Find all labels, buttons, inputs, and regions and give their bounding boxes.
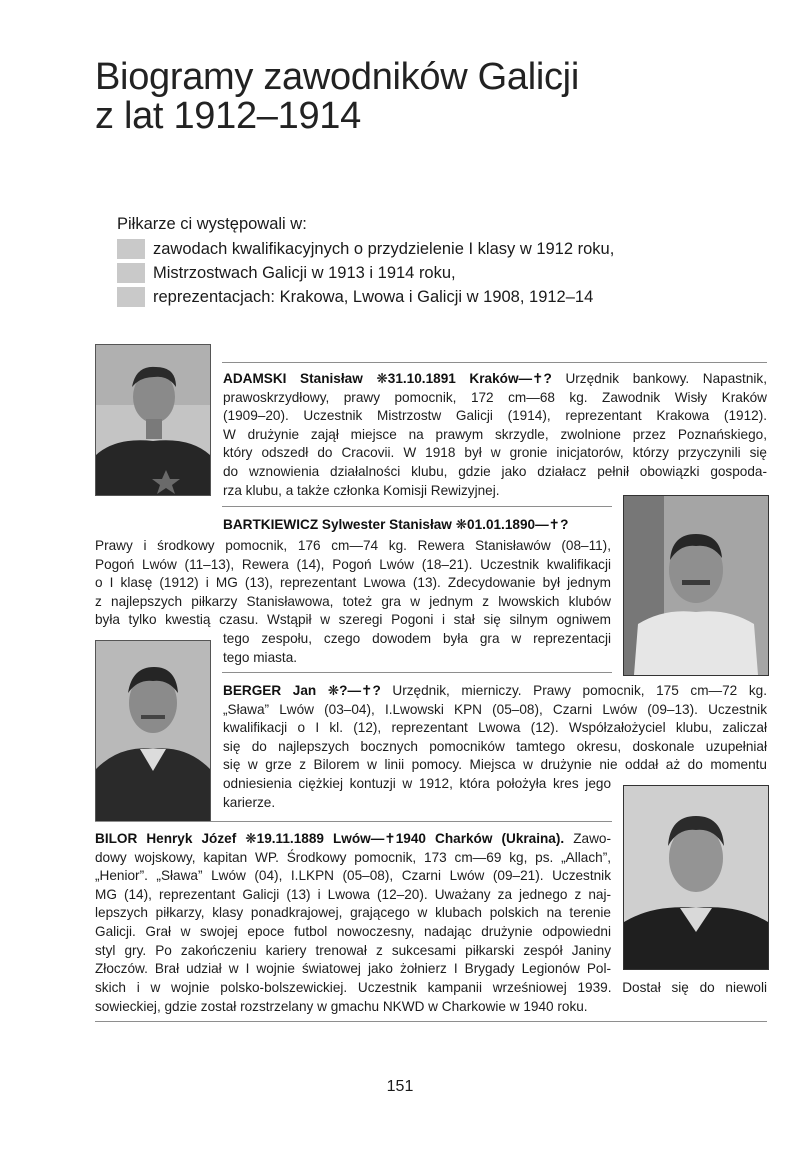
entry-divider xyxy=(222,506,612,507)
legend-swatch xyxy=(117,287,145,307)
legend-item-label: reprezentacjach: Krakowa, Lwowa i Galicji w 1908, 1912–14 xyxy=(153,288,594,306)
legend xyxy=(117,212,614,309)
entry-divider xyxy=(222,362,767,363)
biography-bilor: BILOR Henryk Józef ❋19.11.1889 Lwów—✝1940 Charków (Ukraina). Zawo- dowy wojskowy, kapitan WP. Środkowy pomocnik, 173 cm—69 kg, ps. „Allach”, „Henior”. „Sława” Lwów (04), I.LKPN (05–08), Czarni Lwów (09–21). Uczestnik MG (14), reprezentant Galicji (13) i Lwowa (12–20). Uważany za jednego z naj- lepszych piłkarzy, klasy ponadkrajowej, grającego w klubach polskich na terenie Galicji. Grał w swojej epoce futbol nowoczesny, nadając drużynie odpowiedni styl gry. Po zakończeniu kariery trenował z sukcesami piłkarski zespół Janiny Złoczów. Brał udział w I wojnie światowej jako żołnierz I Brygady Legionów Pol- xyxy=(95,831,611,977)
legend-item-label: Mistrzostwach Galicji w 1913 i 1914 roku, xyxy=(153,264,456,282)
page-title xyxy=(95,58,695,136)
legend-item xyxy=(117,237,614,261)
page-title-line-2: z lat 1912–1914 xyxy=(95,95,361,137)
player-photo-bilor xyxy=(623,785,769,970)
bio-heading-adamski: ADAMSKI Stanisław ❋31.10.1891 Kraków—✝? xyxy=(223,371,552,386)
player-photo-adamski xyxy=(95,344,211,496)
biography-bartkiewicz-end: tego zespołu, czego dowodem była gra w reprezentacji tego miasta. xyxy=(223,631,611,665)
bio-heading-berger: BERGER Jan ❋?—✝? xyxy=(223,683,381,698)
legend-swatch xyxy=(117,263,145,283)
legend-item-label: zawodach kwalifikacyjnych o przydzielenie I klasy w 1912 roku, xyxy=(153,240,615,258)
page-number: 151 xyxy=(386,1078,414,1095)
biography-bilor-end: skich i w wojnie polsko-bolszewickiej. Uczestnik kampanii wrześniowej 1939. Dostał się do niewoli sowieckiej, gdzie został rozstrzelany w gmachu NKWD w Charkowie w 1940 roku. xyxy=(95,980,767,1014)
entry-divider xyxy=(222,672,612,673)
legend-swatch xyxy=(117,239,145,259)
entry-divider xyxy=(95,1021,767,1022)
biography-berger: BERGER Jan ❋?—✝? Urzędnik, mierniczy. Prawy pomocnik, 175 cm—72 kg. „Sława” Lwów (03–04), I.Lwowski KPN (05–08), Czarni Lwów (09–13). Uczestnik kwalifikacji o I kl. (12), reprezentant Lwowa (12). Współzałożyciel klubu, zaliczał się do najlepszych bocznych pomocników tamtego okresu, doskonale uzupełniał się w grze z Bilorem w linii pomocy. Miejsca w drużynie nie oddał aż do momentu xyxy=(223,683,767,773)
biography-adamski: ADAMSKI Stanisław ❋31.10.1891 Kraków—✝? Urzędnik bankowy. Napastnik, prawoskrzydłowy, prawy pomocnik, 172 cm—68 kg. Zawodnik Wisły Kraków (1909–20). Uczestnik Mistrzostw Galicji (1914), reprezentant Krakowa (1912). W drużynie zajął miejsce na prawym skrzydle, zwolnione przez Poznańskiego, który odszedł do Cracovii. W 1918 był w gronie inicjatorów, którzy przyczynili się do wznowienia działalności klubu, gdzie jako działacz pełnił obowiązki gospoda- rza klubu, a także członka Komisji Rewizyjnej. xyxy=(223,371,767,498)
bio-heading-bartkiewicz: BARTKIEWICZ Sylwester Stanisław ❋01.01.1890—✝? xyxy=(223,517,569,532)
player-photo-bartkiewicz xyxy=(623,495,769,676)
biography-berger-end: odniesienia ciężkiej kontuzji w 1912, która położyła kres jego karierze. xyxy=(223,776,611,810)
biography-bartkiewicz: Prawy i środkowy pomocnik, 176 cm—74 kg. Rewera Stanisławów (08–11), Pogoń Lwów (11–13), Rewera (14), Pogoń Lwów (18–21). Uczestnik kwalifikacji o I klasę (1912) i MG (13), reprezentant Lwowa (13). Zdecydowanie był jednym z najlepszych piłkarzy Stanisławowa, toteż gra w jednym z lwowskich klubów była tylko kwestią czasu. Wstąpił w szeregi Pogoni i stał się silnym ogniwem xyxy=(95,538,611,628)
biography-bartkiewicz-heading xyxy=(223,516,611,535)
entry-divider xyxy=(95,821,612,822)
legend-item xyxy=(117,261,614,285)
player-photo-berger xyxy=(95,640,211,822)
bio-heading-bilor: BILOR Henryk Józef ❋19.11.1889 Lwów—✝1940 Charków (Ukraina). xyxy=(95,831,565,846)
legend-item xyxy=(117,285,614,309)
page-title-line-1: Biogramy zawodników Galicji xyxy=(95,56,579,98)
legend-intro: Piłkarze ci występowali w: xyxy=(117,215,307,233)
